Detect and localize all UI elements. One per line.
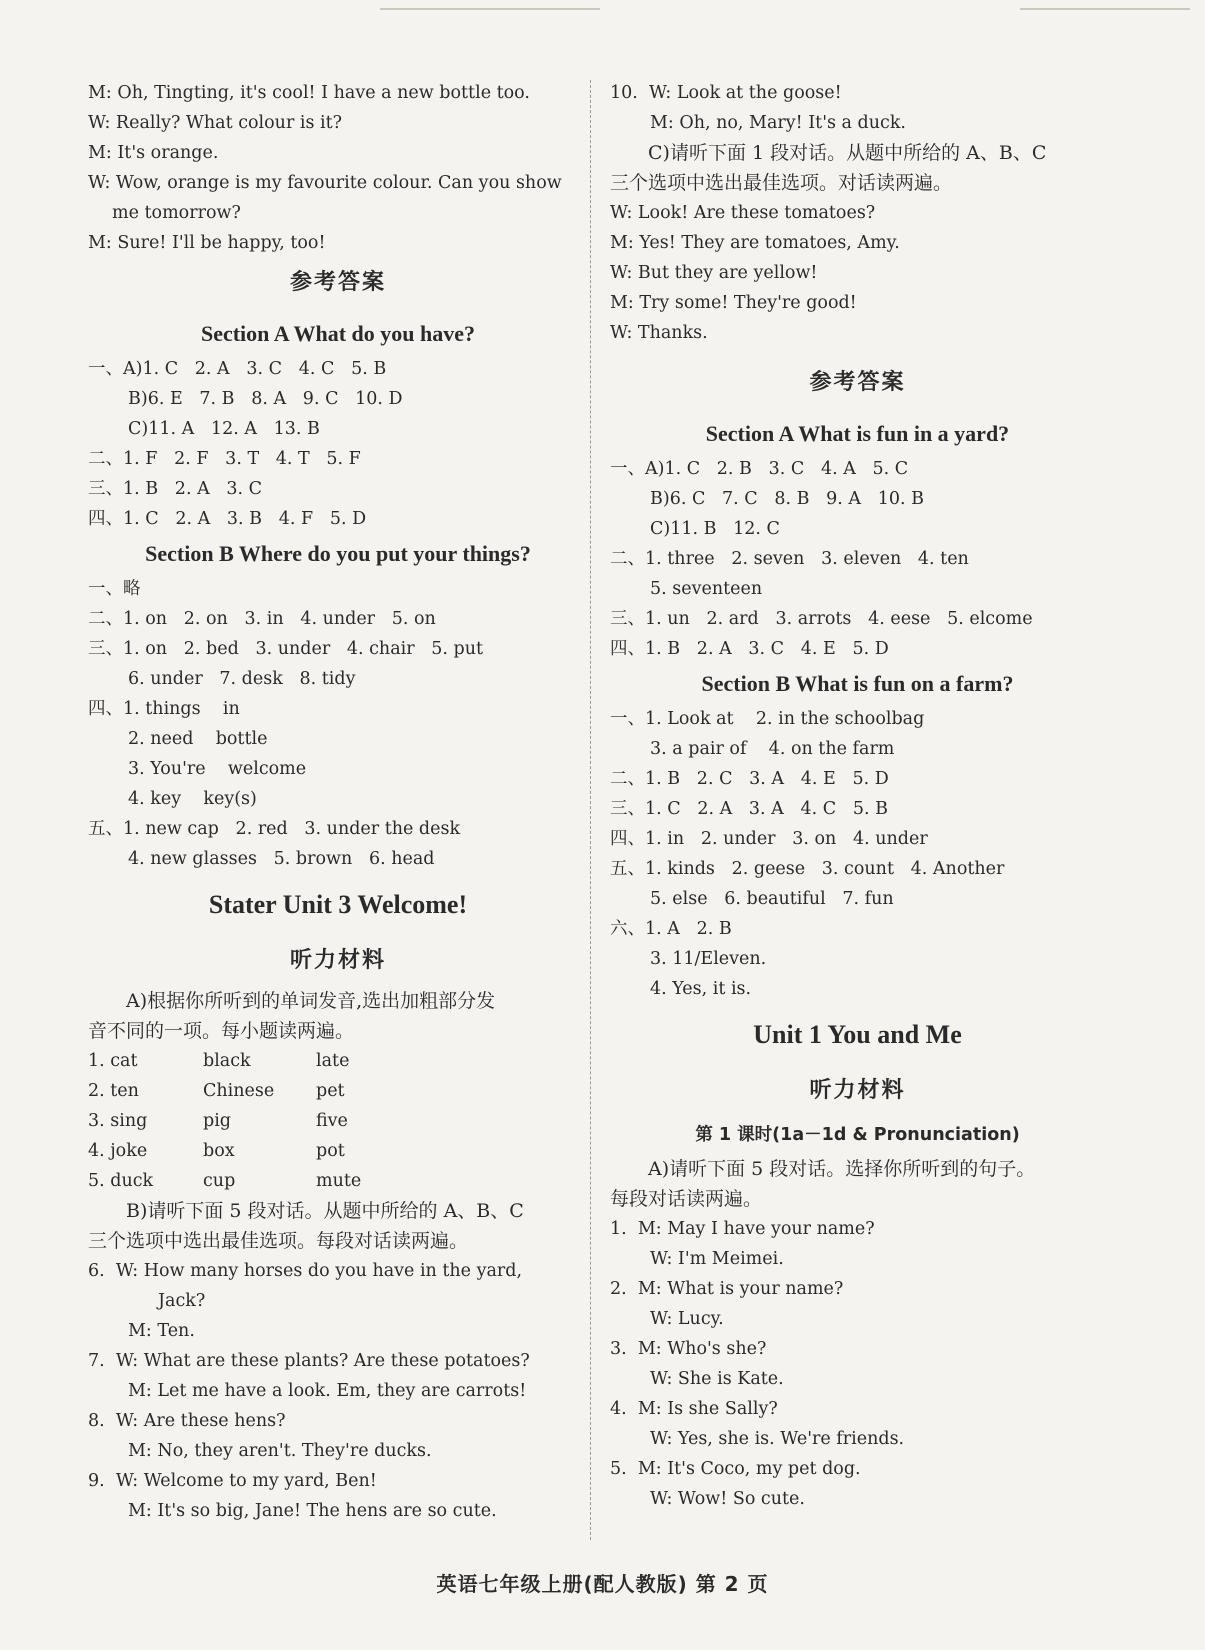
instruction-line: 三个选项中选出最佳选项。每段对话读两遍。 bbox=[88, 1230, 469, 1252]
dialog-line: M: It's orange. bbox=[88, 143, 219, 163]
dialog-line: W: She is Kate. bbox=[650, 1369, 784, 1389]
answer-line: 二、1. three 2. seven 3. eleven 4. ten bbox=[610, 549, 969, 569]
dialog-line: 4. M: Is she Sally? bbox=[610, 1399, 778, 1419]
word-row bbox=[88, 1046, 588, 1076]
right-column bbox=[610, 78, 1105, 1514]
listening-heading: 听力材料 bbox=[809, 1078, 906, 1103]
dialog-line: 10. W: Look at the goose! bbox=[610, 83, 842, 103]
dialog-line: 7. W: What are these plants? Are these potatoes? bbox=[88, 1351, 530, 1371]
dialog-line: M: Try some! They're good! bbox=[610, 293, 857, 313]
answer-line: B)6. C 7. C 8. B 9. A 10. B bbox=[650, 489, 925, 509]
dialog-line: W: Wow, orange is my favourite colour. Can you show bbox=[88, 173, 562, 193]
dialog-line: W: Wow! So cute. bbox=[650, 1489, 805, 1509]
dialog-line: M: Yes! They are tomatoes, Amy. bbox=[610, 233, 900, 253]
word-cell: 1. cat bbox=[88, 1051, 138, 1071]
dialog-line: M: No, they aren't. They're ducks. bbox=[128, 1441, 432, 1461]
dialog-line: M: Oh, Tingting, it's cool! I have a new bottle too. bbox=[88, 83, 530, 103]
dialog-line: M: Sure! I'll be happy, too! bbox=[88, 233, 326, 253]
dialog-line: Jack? bbox=[158, 1291, 206, 1311]
word-cell: 5. duck bbox=[88, 1171, 154, 1191]
answer-line: 4. Yes, it is. bbox=[650, 979, 752, 999]
word-cell: 4. joke bbox=[88, 1141, 148, 1161]
answer-line: 4. key key(s) bbox=[128, 789, 257, 809]
answer-line: B)6. E 7. B 8. A 9. C 10. D bbox=[128, 389, 403, 409]
word-cell: late bbox=[316, 1051, 350, 1071]
answer-line: 二、1. on 2. on 3. in 4. under 5. on bbox=[88, 609, 436, 629]
dialog-line: 6. W: How many horses do you have in the yard, bbox=[88, 1261, 523, 1281]
answer-line: 四、1. B 2. A 3. C 4. E 5. D bbox=[610, 639, 889, 659]
answer-line: 6. under 7. desk 8. tidy bbox=[128, 669, 356, 689]
answer-line: 四、1. things in bbox=[88, 699, 240, 719]
word-row bbox=[88, 1076, 588, 1106]
instruction-line: 音不同的一项。每小题读两遍。 bbox=[88, 1020, 355, 1042]
listening-heading: 听力材料 bbox=[289, 948, 386, 973]
word-cell: 3. sing bbox=[88, 1111, 148, 1131]
dialog-line: W: Lucy. bbox=[650, 1309, 724, 1329]
answer-line: 一、A)1. C 2. A 3. C 4. C 5. B bbox=[88, 359, 387, 379]
answer-line: 3. a pair of 4. on the farm bbox=[650, 739, 895, 759]
answer-line: 一、1. Look at 2. in the schoolbag bbox=[610, 709, 925, 729]
column-divider bbox=[590, 80, 591, 1540]
dialog-line: 1. M: May I have your name? bbox=[610, 1219, 875, 1239]
top-edge-line bbox=[1020, 8, 1190, 10]
section-b-heading: Section B What is fun on a farm? bbox=[701, 671, 1014, 696]
dialog-line: me tomorrow? bbox=[112, 203, 241, 223]
dialog-line: W: Really? What colour is it? bbox=[88, 113, 343, 133]
dialog-line: 3. M: Who's she? bbox=[610, 1339, 767, 1359]
answer-line: C)11. B 12. C bbox=[650, 519, 780, 539]
section-a-heading: Section A What is fun in a yard? bbox=[705, 421, 1010, 446]
word-cell: mute bbox=[316, 1171, 362, 1191]
word-cell: pot bbox=[316, 1141, 345, 1161]
answer-line: 一、A)1. C 2. B 3. C 4. A 5. C bbox=[610, 459, 909, 479]
answer-line: 五、1. kinds 2. geese 3. count 4. Another bbox=[610, 859, 1005, 879]
word-cell: Chinese bbox=[203, 1081, 275, 1101]
answer-line: 一、略 bbox=[88, 579, 141, 599]
answer-line: 三、1. C 2. A 3. A 4. C 5. B bbox=[610, 799, 888, 819]
instruction-line: B)请听下面 5 段对话。从题中所给的 A、B、C bbox=[126, 1200, 524, 1222]
answer-line: 四、1. C 2. A 3. B 4. F 5. D bbox=[88, 509, 367, 529]
answer-line: 5. else 6. beautiful 7. fun bbox=[650, 889, 894, 909]
page-footer: 英语七年级上册(配人教版) 第 2 页 bbox=[436, 1572, 769, 1596]
word-cell: cup bbox=[203, 1171, 236, 1191]
word-row bbox=[88, 1136, 588, 1166]
answer-line: 3. 11/Eleven. bbox=[650, 949, 767, 969]
dialog-line: M: It's so big, Jane! The hens are so cute. bbox=[128, 1501, 497, 1521]
unit-title: Unit 1 You and Me bbox=[753, 1020, 962, 1049]
dialog-line: 8. W: Are these hens? bbox=[88, 1411, 286, 1431]
dialog-line: W: I'm Meimei. bbox=[650, 1249, 784, 1269]
answers-heading: 参考答案 bbox=[809, 370, 906, 395]
answer-line: 四、1. in 2. under 3. on 4. under bbox=[610, 829, 928, 849]
word-cell: 2. ten bbox=[88, 1081, 139, 1101]
word-cell: pet bbox=[316, 1081, 345, 1101]
left-column bbox=[88, 78, 588, 1526]
dialog-line: W: Look! Are these tomatoes? bbox=[610, 203, 876, 223]
instruction-line: 三个选项中选出最佳选项。对话读两遍。 bbox=[610, 172, 953, 194]
answer-line: 3. You're welcome bbox=[128, 759, 307, 779]
instruction-line: 每段对话读两遍。 bbox=[610, 1188, 763, 1210]
word-cell: pig bbox=[203, 1111, 232, 1131]
answer-line: 六、1. A 2. B bbox=[610, 919, 732, 939]
dialog-line: M: Ten. bbox=[128, 1321, 195, 1341]
word-cell: black bbox=[203, 1051, 251, 1071]
unit-title: Stater Unit 3 Welcome! bbox=[208, 890, 468, 919]
word-row bbox=[88, 1166, 588, 1196]
word-cell: five bbox=[316, 1111, 348, 1131]
instruction-line: C)请听下面 1 段对话。从题中所给的 A、B、C bbox=[648, 142, 1047, 164]
dialog-line: 5. M: It's Coco, my pet dog. bbox=[610, 1459, 861, 1479]
answer-line: 4. new glasses 5. brown 6. head bbox=[128, 849, 435, 869]
dialog-line: W: Yes, she is. We're friends. bbox=[650, 1429, 905, 1449]
answers-heading: 参考答案 bbox=[289, 270, 386, 295]
section-b-heading: Section B Where do you put your things? bbox=[145, 541, 531, 566]
answer-line: 三、1. un 2. ard 3. arrots 4. eese 5. elcome bbox=[610, 609, 1033, 629]
answer-line: 5. seventeen bbox=[650, 579, 763, 599]
dialog-line: W: But they are yellow! bbox=[610, 263, 818, 283]
dialog-line: 2. M: What is your name? bbox=[610, 1279, 844, 1299]
answer-line: 2. need bottle bbox=[128, 729, 268, 749]
dialog-line: 9. W: Welcome to my yard, Ben! bbox=[88, 1471, 377, 1491]
word-row bbox=[88, 1106, 588, 1136]
lesson-heading: 第 1 课时(1a－1d & Pronunciation) bbox=[695, 1125, 1020, 1145]
section-a-heading: Section A What do you have? bbox=[200, 321, 476, 346]
word-cell: box bbox=[203, 1141, 235, 1161]
answer-line: 二、1. B 2. C 3. A 4. E 5. D bbox=[610, 769, 889, 789]
top-edge-line bbox=[380, 8, 600, 10]
dialog-line: M: Let me have a look. Em, they are carrots! bbox=[128, 1381, 527, 1401]
instruction-line: A)请听下面 5 段对话。选择你所听到的句子。 bbox=[648, 1158, 1036, 1180]
dialog-line: W: Thanks. bbox=[610, 323, 708, 343]
answer-line: 五、1. new cap 2. red 3. under the desk bbox=[88, 819, 461, 839]
answer-line: 二、1. F 2. F 3. T 4. T 5. F bbox=[88, 449, 361, 469]
dialog-line: M: Oh, no, Mary! It's a duck. bbox=[650, 113, 906, 133]
answer-line: 三、1. B 2. A 3. C bbox=[88, 479, 263, 499]
instruction-line: A)根据你所听到的单词发音,选出加粗部分发 bbox=[126, 990, 496, 1012]
answer-line: C)11. A 12. A 13. B bbox=[128, 419, 320, 439]
answer-line: 三、1. on 2. bed 3. under 4. chair 5. put bbox=[88, 639, 484, 659]
